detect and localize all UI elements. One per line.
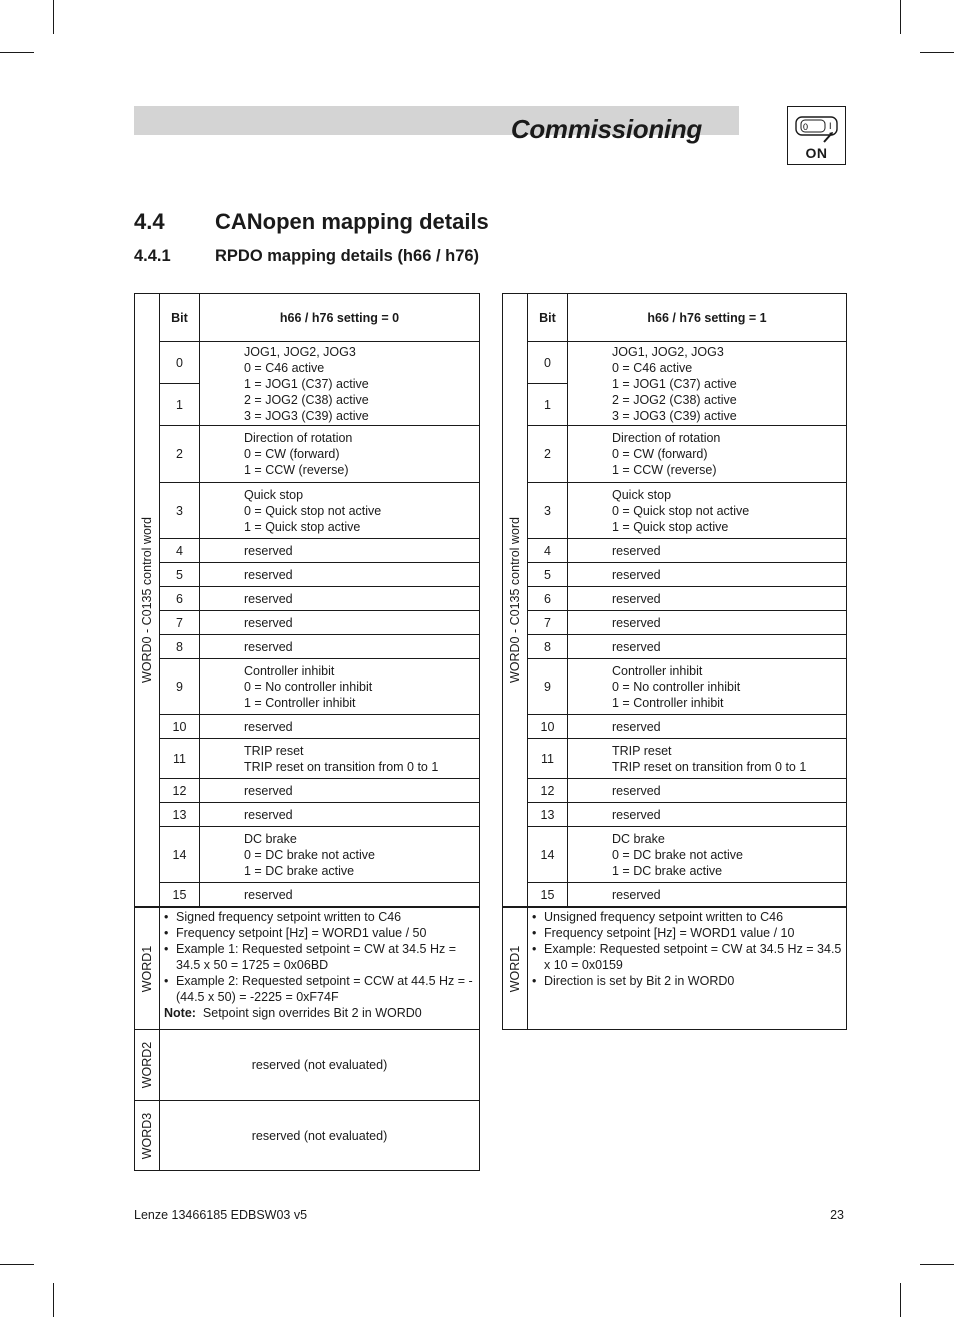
list-item: • Example 2: Requested setpoint = CCW at 44.5 Hz = - (44.5 x 50) = -2225 = 0xF74F [164, 973, 475, 1005]
subsection-number: 4.4.1 [134, 247, 171, 265]
word1-label: WORD1 [508, 945, 522, 992]
bit-number: 6 [160, 587, 200, 611]
bit-number: 2 [160, 426, 200, 483]
bit-description: DC brake 0 = DC brake not active 1 = DC brake active [568, 827, 847, 883]
col-header-setting: h66 / h76 setting = 0 [200, 294, 480, 342]
bit-description: reserved [568, 883, 847, 907]
bit-description: Direction of rotation 0 = CW (forward) 1 = CCW (reverse) [200, 426, 480, 483]
bit-number: 8 [528, 635, 568, 659]
bit-number: 12 [528, 779, 568, 803]
bit-description: reserved [568, 803, 847, 827]
chapter-title: Commissioning [510, 114, 702, 144]
bit-number: 15 [160, 883, 200, 907]
word0-label: WORD0 - C0135 control word [508, 516, 522, 684]
bit-number: 13 [160, 803, 200, 827]
bit-description: reserved [200, 715, 480, 739]
svg-text:I: I [829, 121, 832, 131]
word1-label-cell [503, 908, 528, 1030]
bit-description: reserved [568, 611, 847, 635]
bit-number: 2 [528, 426, 568, 483]
crop-mark [920, 52, 954, 53]
col-header-setting: h66 / h76 setting = 1 [568, 294, 847, 342]
bit-description: TRIP reset TRIP reset on transition from 0 to 1 [200, 739, 480, 779]
word3-label-cell [135, 1101, 160, 1171]
crop-mark [0, 1264, 34, 1265]
bit-number: 12 [160, 779, 200, 803]
bit-number: 3 [160, 483, 200, 539]
rpdo-table-setting-0 [134, 293, 480, 907]
bit-number: 7 [160, 611, 200, 635]
bit-description: reserved [200, 587, 480, 611]
word3-description: reserved (not evaluated) [160, 1101, 480, 1171]
bit-description: DC brake 0 = DC brake not active 1 = DC brake active [200, 827, 480, 883]
bit-description: reserved [200, 635, 480, 659]
crop-mark [920, 1264, 954, 1265]
section-title: CANopen mapping details [215, 209, 489, 234]
note-text: Setpoint sign overrides Bit 2 in WORD0 [202, 1006, 422, 1020]
bit-number: 10 [528, 715, 568, 739]
list-item: • Unsigned frequency setpoint written to C46 [532, 909, 842, 925]
bit-description: Quick stop 0 = Quick stop not active 1 = Quick stop active [568, 483, 847, 539]
on-label: ON [805, 145, 828, 161]
rpdo-table-setting-0-words [134, 907, 480, 1171]
bit-description: JOG1, JOG2, JOG3 0 = C46 active 1 = JOG1 (C37) active 2 = JOG2 (C38) active 3 = JOG3 (C39) active [568, 342, 847, 426]
bit-description: reserved [200, 883, 480, 907]
bit-number: 13 [528, 803, 568, 827]
bit-number: 9 [160, 659, 200, 715]
word0-label: WORD0 - C0135 control word [140, 516, 154, 684]
word2-label-cell [135, 1030, 160, 1101]
rpdo-table-setting-1-words [502, 907, 847, 1030]
bit-description: reserved [200, 563, 480, 587]
word2-description: reserved (not evaluated) [160, 1030, 480, 1101]
page-number: 23 [830, 1208, 844, 1222]
word1-description [528, 908, 847, 1030]
rpdo-table-setting-1 [502, 293, 847, 907]
bit-description: reserved [568, 715, 847, 739]
bit-number: 3 [528, 483, 568, 539]
word2-label: WORD2 [140, 1041, 154, 1089]
bit-number: 1 [160, 384, 200, 426]
bit-number: 5 [160, 563, 200, 587]
bit-description: reserved [568, 779, 847, 803]
col-header-bit: Bit [528, 294, 568, 342]
word1-note [164, 1005, 475, 1021]
bit-description: reserved [568, 587, 847, 611]
bit-description: TRIP reset TRIP reset on transition from 0 to 1 [568, 739, 847, 779]
bit-number: 14 [160, 827, 200, 883]
bit-number: 0 [528, 342, 568, 384]
bit-number: 8 [160, 635, 200, 659]
svg-text:0: 0 [803, 122, 809, 132]
bit-number: 15 [528, 883, 568, 907]
crop-mark [53, 1283, 54, 1317]
bit-description: reserved [200, 539, 480, 563]
col-header-bit: Bit [160, 294, 200, 342]
note-label: Note: [164, 1006, 196, 1020]
crop-mark [53, 0, 54, 34]
bit-description: reserved [568, 635, 847, 659]
section-number: 4.4 [134, 209, 165, 234]
footer-document-id: Lenze 13466185 EDBSW03 v5 [134, 1208, 308, 1222]
bit-number: 5 [528, 563, 568, 587]
bit-description: Quick stop 0 = Quick stop not active 1 = Quick stop active [200, 483, 480, 539]
word1-description [160, 908, 480, 1030]
bit-description: reserved [200, 779, 480, 803]
bit-number: 4 [160, 539, 200, 563]
bit-number: 10 [160, 715, 200, 739]
bit-number: 1 [528, 384, 568, 426]
word3-label: WORD3 [140, 1112, 154, 1159]
bit-number: 14 [528, 827, 568, 883]
list-item: • Frequency setpoint [Hz] = WORD1 value / 10 [532, 925, 842, 941]
list-item: • Example 1: Requested setpoint = CW at 34.5 Hz = 34.5 x 50 = 1725 = 0x06BD [164, 941, 475, 973]
crop-mark [900, 1283, 901, 1317]
bit-number: 9 [528, 659, 568, 715]
bit-number: 11 [160, 739, 200, 779]
list-item: • Example: Requested setpoint = CW at 34.5 Hz = 34.5 x 10 = 0x0159 [532, 941, 842, 973]
subsection-title: RPDO mapping details (h66 / h76) [215, 247, 480, 265]
bit-description: reserved [568, 563, 847, 587]
word1-label-cell [135, 908, 160, 1030]
bit-number: 4 [528, 539, 568, 563]
list-item: • Direction is set by Bit 2 in WORD0 [532, 973, 842, 989]
bit-description: Direction of rotation 0 = CW (forward) 1 = CCW (reverse) [568, 426, 847, 483]
bit-description: JOG1, JOG2, JOG3 0 = C46 active 1 = JOG1 (C37) active 2 = JOG2 (C38) active 3 = JOG3 (C39) active [200, 342, 480, 426]
word0-label-cell [503, 294, 528, 907]
list-item: • Frequency setpoint [Hz] = WORD1 value / 50 [164, 925, 475, 941]
bit-description: reserved [200, 611, 480, 635]
crop-mark [0, 52, 34, 53]
power-switch-icon [787, 106, 846, 165]
crop-mark [900, 0, 901, 34]
bit-number: 0 [160, 342, 200, 384]
word1-label: WORD1 [140, 945, 154, 992]
bit-description: Controller inhibit 0 = No controller inhibit 1 = Controller inhibit [200, 659, 480, 715]
bit-description: Controller inhibit 0 = No controller inhibit 1 = Controller inhibit [568, 659, 847, 715]
bit-number: 7 [528, 611, 568, 635]
word0-label-cell [135, 294, 160, 907]
bit-number: 6 [528, 587, 568, 611]
bit-description: reserved [200, 803, 480, 827]
bit-description: reserved [568, 539, 847, 563]
list-item: • Signed frequency setpoint written to C46 [164, 909, 475, 925]
bit-number: 11 [528, 739, 568, 779]
